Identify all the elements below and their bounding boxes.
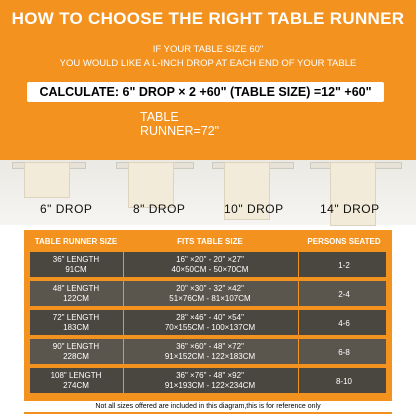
fits-size-in: 16" ×20" - 20" ×27"	[176, 255, 244, 264]
fits-size-in: 36" ×76" - 48" ×92"	[176, 371, 244, 380]
table-row	[30, 281, 386, 306]
result-text: TABLE RUNNER=72"	[140, 110, 220, 138]
table-row	[30, 310, 386, 335]
table-row	[30, 252, 386, 277]
calculation-box: CALCULATE: 6" DROP × 2 +60" (TABLE SIZE) =12" +60"	[27, 82, 384, 102]
runner-length-cm: 274CM	[63, 381, 89, 390]
runner-6-drop	[24, 162, 70, 198]
runner-length-cm: 122CM	[63, 294, 89, 303]
fits-size-cm: 51×76CM - 81×107CM	[169, 294, 251, 303]
persons-seated: 6-8	[338, 348, 350, 357]
runner-length-cm: 228CM	[63, 352, 89, 361]
drop-label-14: 14" DROP	[320, 202, 380, 216]
drop-instruction-line: YOU WOULD LIKE A L-INCH DROP AT EACH END OF YOUR TABLE	[59, 58, 357, 69]
table-row	[30, 368, 386, 393]
header-persons-seated: PERSONS SEATED	[307, 237, 381, 246]
runner-length-in: 90" LENGTH	[52, 342, 100, 351]
drop-label-8: 8" DROP	[133, 202, 186, 216]
fits-size-cm: 91×193CM - 122×234CM	[164, 381, 256, 390]
fits-size-cm: 91×152CM - 122×183CM	[164, 352, 256, 361]
runner-length-cm: 91CM	[65, 265, 87, 274]
reference-note: Not all sizes offered are included in this diagram,this is for reference only	[24, 401, 392, 412]
fits-size-cm: 70×155CM - 100×137CM	[164, 323, 256, 332]
persons-seated: 1-2	[338, 261, 350, 270]
runner-14-drop	[330, 162, 376, 226]
persons-seated: 8-10	[335, 377, 352, 386]
table-size-line: IF YOUR TABLE SIZE 60"	[152, 44, 264, 55]
header-fits-table-size: FITS TABLE SIZE	[177, 237, 243, 246]
runner-length-in: 72" LENGTH	[52, 313, 100, 322]
persons-seated: 2-4	[338, 290, 350, 299]
table-row	[30, 339, 386, 364]
fits-size-in: 36" ×60" - 48" ×72"	[176, 342, 244, 351]
runner-length-in: 36" LENGTH	[52, 255, 100, 264]
fits-size-in: 20" ×30" - 32" ×42"	[176, 284, 244, 293]
drop-label-10: 10" DROP	[224, 202, 284, 216]
header-panel	[0, 0, 416, 160]
fits-size-in: 28" ×46" - 40" ×54"	[176, 313, 244, 322]
size-table	[24, 230, 392, 414]
runner-length-in: 48" LENGTH	[52, 284, 100, 293]
fits-size-cm: 40×50CM - 50×70CM	[171, 265, 249, 274]
header-runner-size: TABLE RUNNER SIZE	[34, 237, 118, 246]
runner-length-in: 108" LENGTH	[50, 371, 102, 380]
drop-label-6: 6" DROP	[40, 202, 93, 216]
persons-seated: 4-6	[338, 319, 350, 328]
table-header	[24, 230, 392, 252]
page-title: HOW TO CHOOSE THE RIGHT TABLE RUNNER	[11, 9, 405, 28]
runner-length-cm: 183CM	[63, 323, 89, 332]
